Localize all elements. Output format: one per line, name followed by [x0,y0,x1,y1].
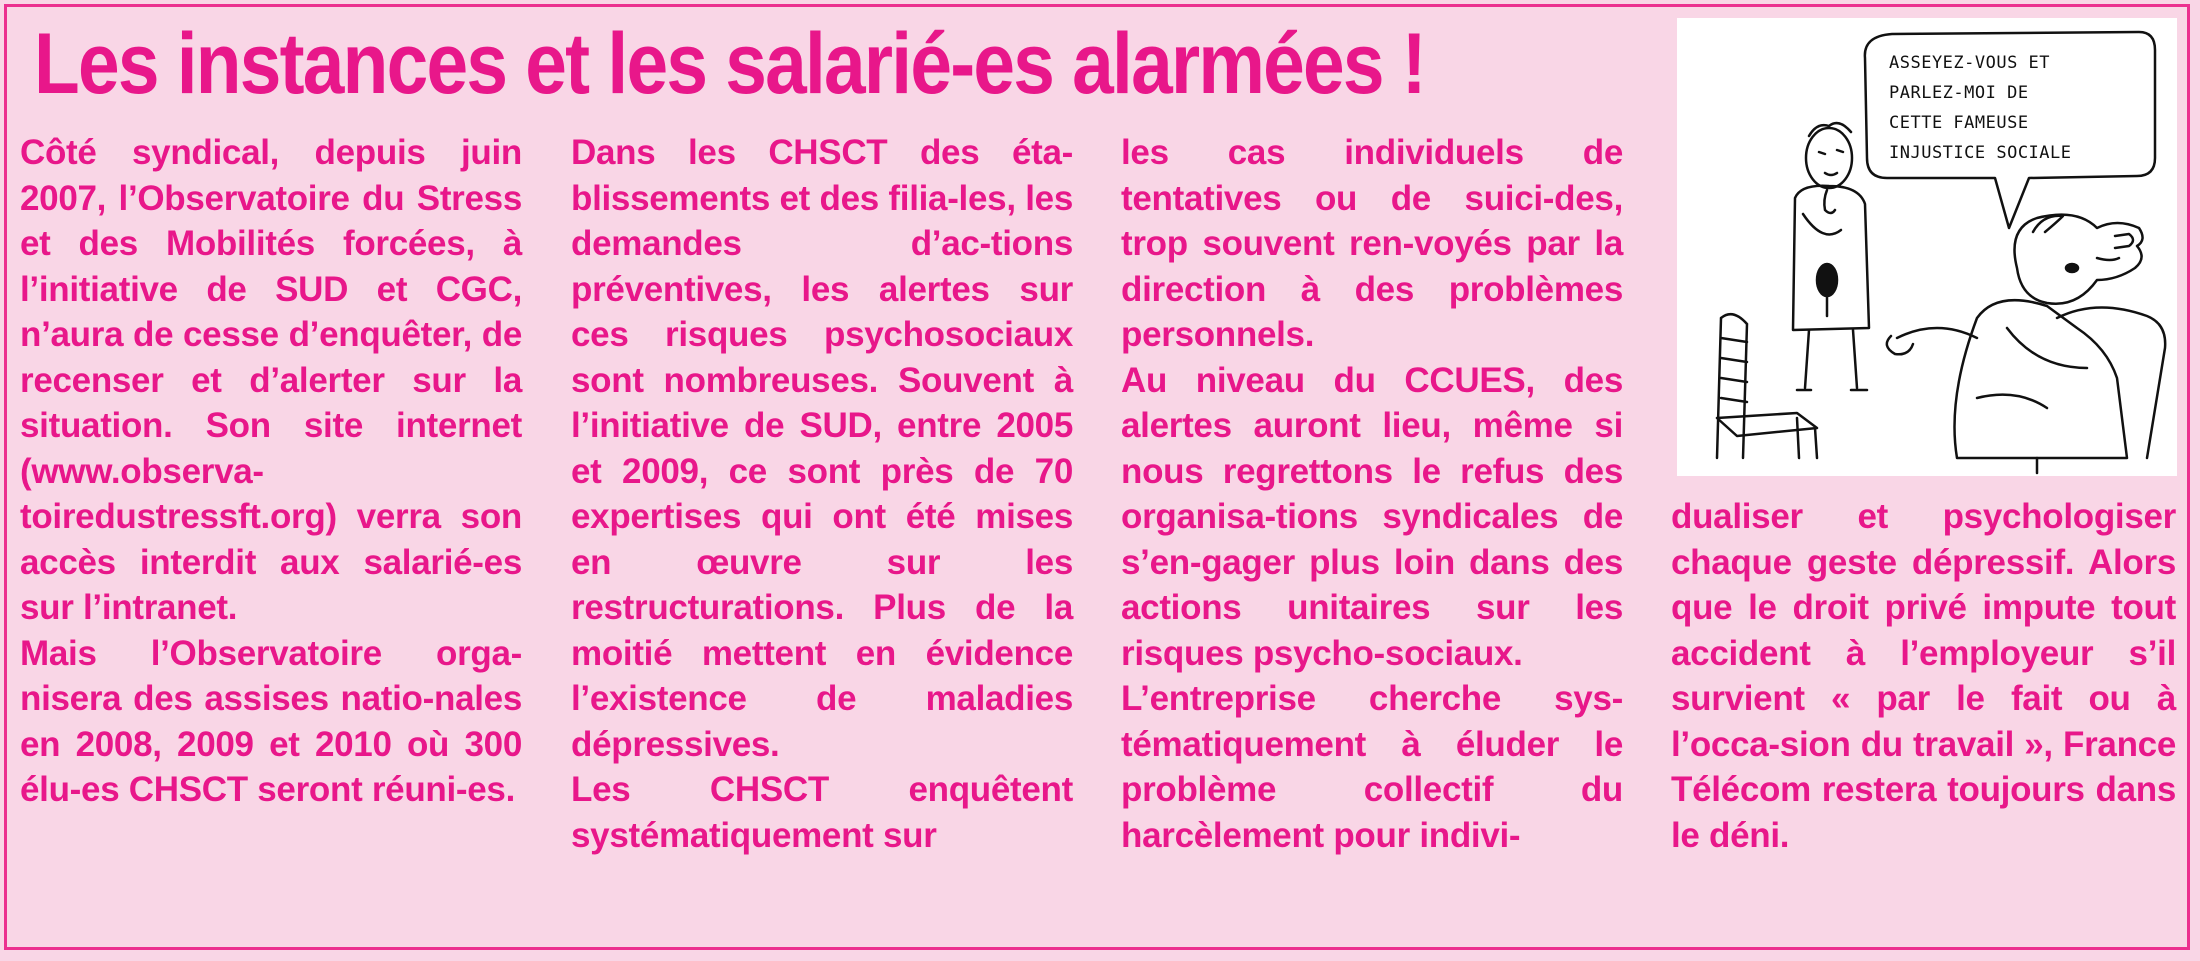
paragraph: dualiser et psychologiser chaque geste dépressif. Alors que le droit privé impute tout accident à l’employeur s’il survient « par le fait ou à l’occa-sion du travail », France Télécom restera toujours dans le déni. [1671,497,2176,855]
speech-bubble-line: CETTE FAMEUSE [1889,113,2029,133]
standing-man-body [1793,186,1869,330]
seated-man-head [2015,215,2143,304]
cartoon-illustration [1677,18,2177,476]
article-headline: Les instances et les salarié-es alarmées ! [34,16,1425,112]
text-column-4 [1671,494,2176,858]
seated-man-body [1955,300,2128,458]
text-column-1 [20,130,522,813]
paragraph: Les CHSCT enquêtent systématiquement sur [571,770,1073,855]
speech-bubble-line: INJUSTICE SOCIALE [1889,143,2072,163]
speech-bubble-line: PARLEZ-MOI DE [1889,83,2029,103]
paragraph: Au niveau du CCUES, des alertes auront lieu, même si nous regrettons le refus des organisa-tions syndicales de s’en-gager plus loin dans des actions unitaires sur les risques psycho-sociaux. [1121,360,1623,673]
standing-man-head [1806,128,1852,188]
paragraph: L’entreprise cherche sys-tématiquement à éluder le problème collectif du harcèlement pour indivi- [1121,679,1623,855]
text-column-2 [571,130,1073,858]
paragraph: Côté syndical, depuis juin 2007, l’Observatoire du Stress et des Mobilités forcées, à l’initiative de SUD et CGC, n’aura de cesse d’enquêter, de recenser et d’alerter sur la situation. Son site internet (www.observa-toiredustressft.org) verra son accès interdit aux salarié-es sur l’intranet. [20,133,522,627]
paragraph: Mais l’Observatoire orga-nisera des assises natio-nales en 2008, 2009 et 2010 où 300 élu-es CHSCT seront réuni-es. [20,633,522,809]
text-column-3 [1121,130,1623,858]
paragraph: Dans les CHSCT des éta-blissements et des filia-les, les demandes d’ac-tions préventives, les alertes sur ces risques psychosociaux sont nombreuses. Souvent à l’initiative de SUD, entre 2005 et 2009, ce sont près de 70 expertises qui ont été mises en œuvre sur les restructurations. Plus de la moitié mettent en évidence l’existence de maladies dépressives. [571,133,1073,764]
speech-bubble-line: ASSEYEZ-VOUS ET [1889,53,2051,73]
cartoon-drawing [1677,18,2177,476]
paragraph: les cas individuels de tentatives ou de suici-des, trop souvent ren-voyés par la direction à des problèmes personnels. [1121,133,1623,354]
